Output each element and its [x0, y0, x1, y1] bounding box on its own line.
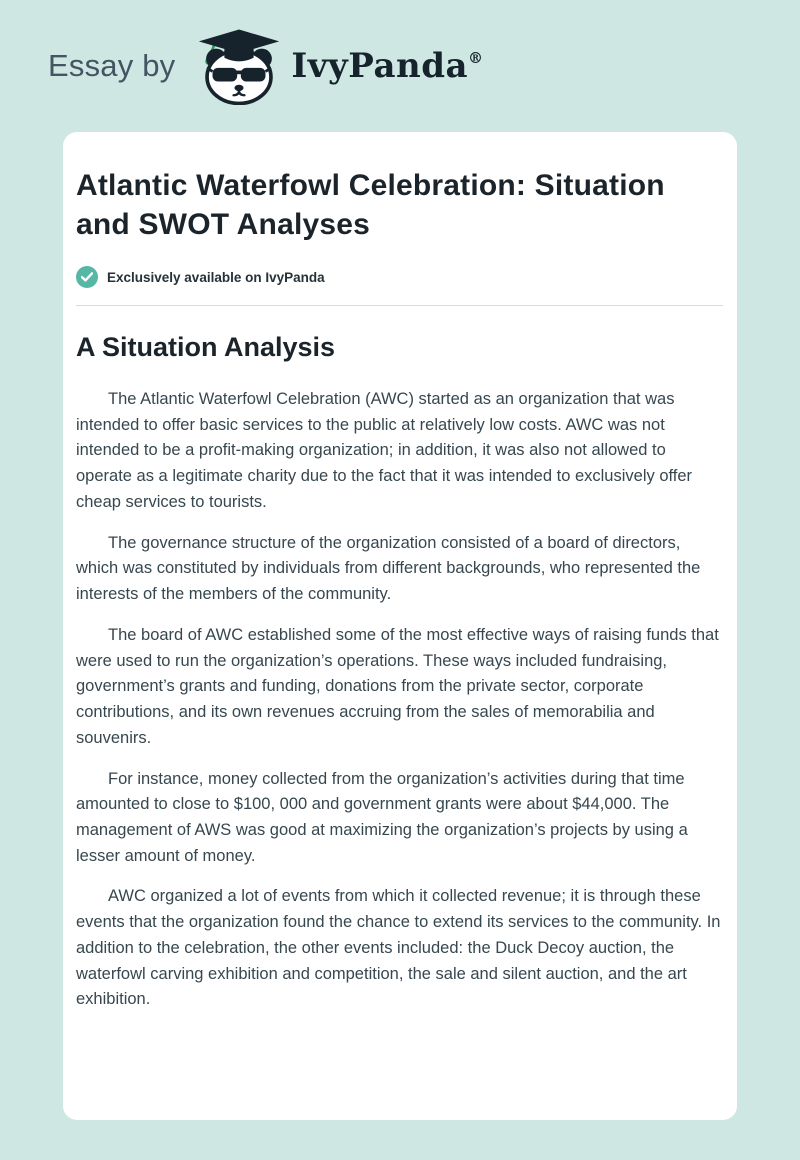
essay-paragraph: The board of AWC established some of the most effective ways of raising funds that were used to run the organization’s operations. These ways included fundraising, government’s grants and funding, donations from the private sector, corporate contributions, and its own revenues accruing from the sales of memorabilia and souvenirs. [76, 625, 719, 747]
availability-badge [76, 266, 723, 288]
section-heading: A Situation Analysis [76, 332, 336, 362]
essay-paragraph: The governance structure of the organization consisted of a board of directors, which was constituted by individuals from different backgrounds, who represented the interests of the members of the community. [76, 533, 701, 604]
check-icon [76, 266, 98, 288]
ivypanda-logo-link[interactable] [197, 27, 483, 105]
essay-paragraph: The Atlantic Waterfowl Celebration (AWC) started as an organization that was intended to offer basic services to the public at relatively low costs. AWC was not intended to be a profit-making organization; in addition, it was also not allowed to operate as a legitimate charity due to the fact that it was intended to exclusively offer cheap services to tourists. [76, 390, 693, 511]
page-header [0, 0, 800, 132]
essay-paragraph: AWC organized a lot of events from which it collected revenue; it is through these events that the organization found the chance to extend its services to the community. In addition to the celebration, the other events included: the Duck Decoy auction, the waterfowl carving exhibition and competition, the sale and silent auction, and the art exhibition. [76, 887, 721, 1009]
article-title: Atlantic Waterfowl Celebration: Situation and SWOT Analyses [76, 169, 665, 241]
essay-card [63, 132, 737, 1120]
panda-graduate-logo-icon [197, 27, 281, 105]
registered-mark: ® [468, 49, 484, 67]
availability-badge-label: Exclusively available on IvyPanda [107, 269, 325, 285]
brand-name: IvyPanda® [291, 46, 484, 86]
essay-by-label: Essay by [48, 48, 176, 83]
essay-paragraph: For instance, money collected from the organization’s activities during that time amounted to close to $100, 000 and government grants were about $44,000. The management of AWS was good at maximizing the organization’s projects by using a lesser amount of money. [76, 769, 688, 865]
divider [76, 305, 723, 306]
